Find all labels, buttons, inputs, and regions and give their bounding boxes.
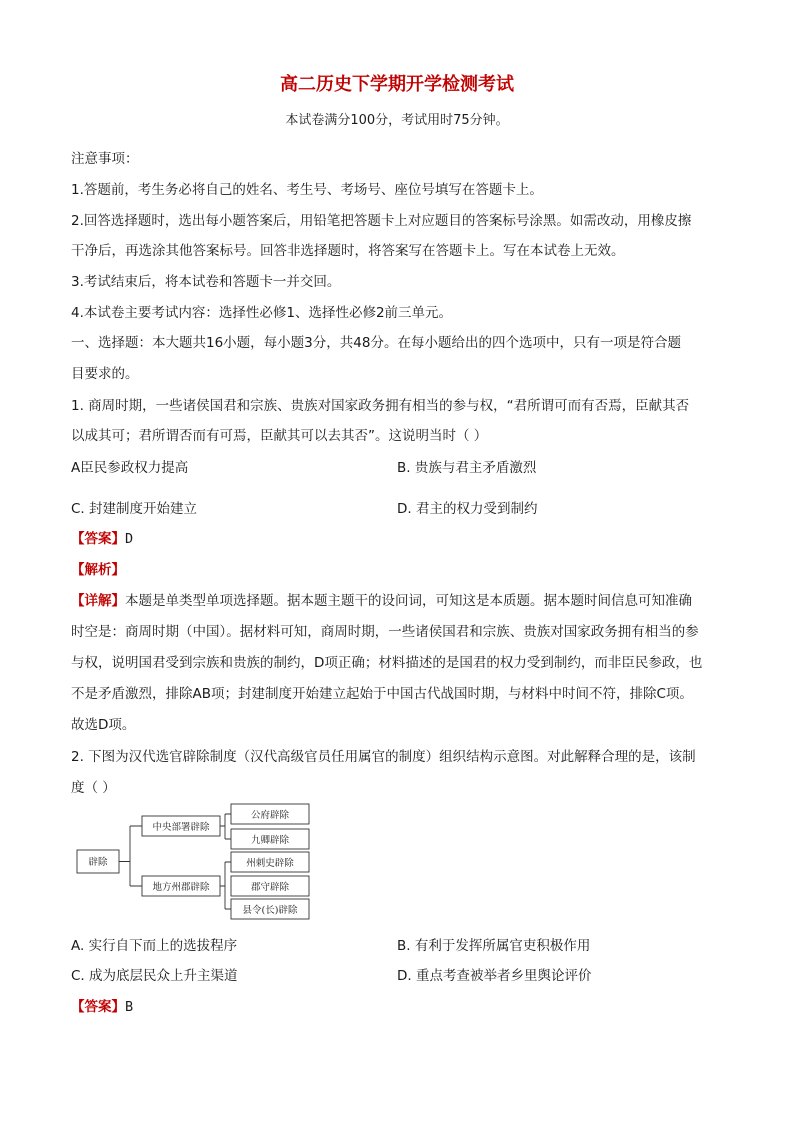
q2-answer	[71, 995, 133, 1015]
diagram-label-l2: 郡守辟除	[250, 882, 290, 893]
section-heading-line-2: 目要求的。	[71, 366, 139, 382]
q2-answer-value: B	[125, 999, 134, 1015]
section-heading-line-1: 一、选择题：本大题共16小题，每小题3分，共48分。在每小题给出的四个选项中，只有一项是符合题	[71, 335, 681, 351]
q1-answer-label: 【答案】	[71, 531, 125, 547]
q1-detail-line-4: 不是矛盾激烈，排除AB项；封建制度开始建立起始于中国古代战国时期，与材料中时间不符，排除C项。	[71, 686, 693, 702]
diagram-label-c2: 九卿辟除	[250, 835, 290, 846]
q1-detail-line-3: 与权，说明国君受到宗族和贵族的制约，D项正确；材料描述的是国君的权力受到制约，而非臣民参政，也	[71, 655, 703, 671]
q2-stem-line-1: 2. 下图为汉代选官辟除制度（汉代高级官员任用属官的制度）组织结构示意图。对此解释合理的是，该制	[71, 749, 696, 765]
q1-detail-line-1	[71, 589, 692, 609]
q1-detail-text-1: 本题是单类型单项选择题。据本题主题干的设问词，可知这是本质题。据本题时间信息可知准确	[125, 593, 692, 609]
diagram-connector-local	[220, 862, 231, 909]
diagram-label-root: 辟除	[88, 857, 108, 868]
q1-detail-line-5: 故选D项。	[71, 717, 136, 733]
q2-option-a: A. 实行自下而上的选拔程序	[71, 938, 238, 954]
page-title: 高二历史下学期开学检测考试	[280, 74, 514, 95]
notes-heading: 注意事项：	[71, 151, 139, 167]
note-4: 4.本试卷主要考试内容：选择性必修1、选择性必修2前三单元。	[71, 305, 453, 321]
diagram-label-l3: 县令(长)辟除	[242, 905, 298, 916]
diagram-connector-root	[119, 826, 142, 886]
q1-option-b: B. 贵族与君主矛盾激烈	[397, 460, 537, 476]
q2-answer-label: 【答案】	[71, 999, 125, 1015]
q1-detail-line-2: 时空是：商周时期（中国）。据材料可知，商周时期，一些诸侯国君和宗族、贵族对国家政务拥有相当的参	[71, 624, 699, 640]
q1-answer	[71, 527, 133, 547]
note-2-line-1: 2.回答选择题时，选出每小题答案后，用铅笔把答题卡上对应题目的答案标号涂黑。如需改动，用橡皮擦	[71, 213, 692, 229]
q1-analysis-label: 【解析】	[71, 562, 125, 578]
q2-option-d: D. 重点考查被举者乡里舆论评价	[397, 968, 592, 984]
q1-detail-label: 【详解】	[71, 593, 125, 609]
q1-analysis	[71, 558, 125, 578]
note-1: 1.答题前，考生务必将自己的姓名、考生号、考场号、座位号填写在答题卡上。	[71, 182, 543, 198]
page-subtitle: 本试卷满分100分，考试用时75分钟。	[285, 113, 509, 128]
q1-stem-line-1: 1. 商周时期，一些诸侯国君和宗族、贵族对国家政务拥有相当的参与权，“君所谓可而有否焉，臣献其否	[71, 398, 690, 414]
q2-option-c: C. 成为底层民众上升主渠道	[71, 968, 238, 984]
note-2-line-2: 干净后，再选涂其他答案标号。回答非选择题时，将答案写在答题卡上。写在本试卷上无效。	[71, 243, 625, 259]
q1-stem-line-2: 以成其可；君所谓否而有可焉，臣献其可以去其否”。这说明当时（ ）	[71, 428, 488, 444]
q1-option-a: A臣民参政权力提高	[71, 460, 189, 476]
diagram-label-l1: 州刺史辟除	[246, 858, 294, 869]
diagram-label-c1: 公府辟除	[250, 810, 290, 821]
q1-answer-value: D	[125, 531, 134, 547]
q1-option-c: C. 封建制度开始建立	[71, 501, 198, 517]
q2-stem-line-2: 度（ ）	[71, 780, 116, 796]
q2-option-b: B. 有利于发挥所属官吏积极作用	[397, 938, 591, 954]
diagram-label-local: 地方州郡辟除	[152, 882, 210, 893]
diagram-connector-central	[220, 814, 231, 839]
note-3: 3.考试结束后，将本试卷和答题卡一并交回。	[71, 274, 341, 290]
diagram-label-central: 中央部署辟除	[152, 822, 210, 833]
q2-org-diagram	[76, 802, 312, 920]
q1-option-d: D. 君主的权力受到制约	[397, 501, 538, 517]
